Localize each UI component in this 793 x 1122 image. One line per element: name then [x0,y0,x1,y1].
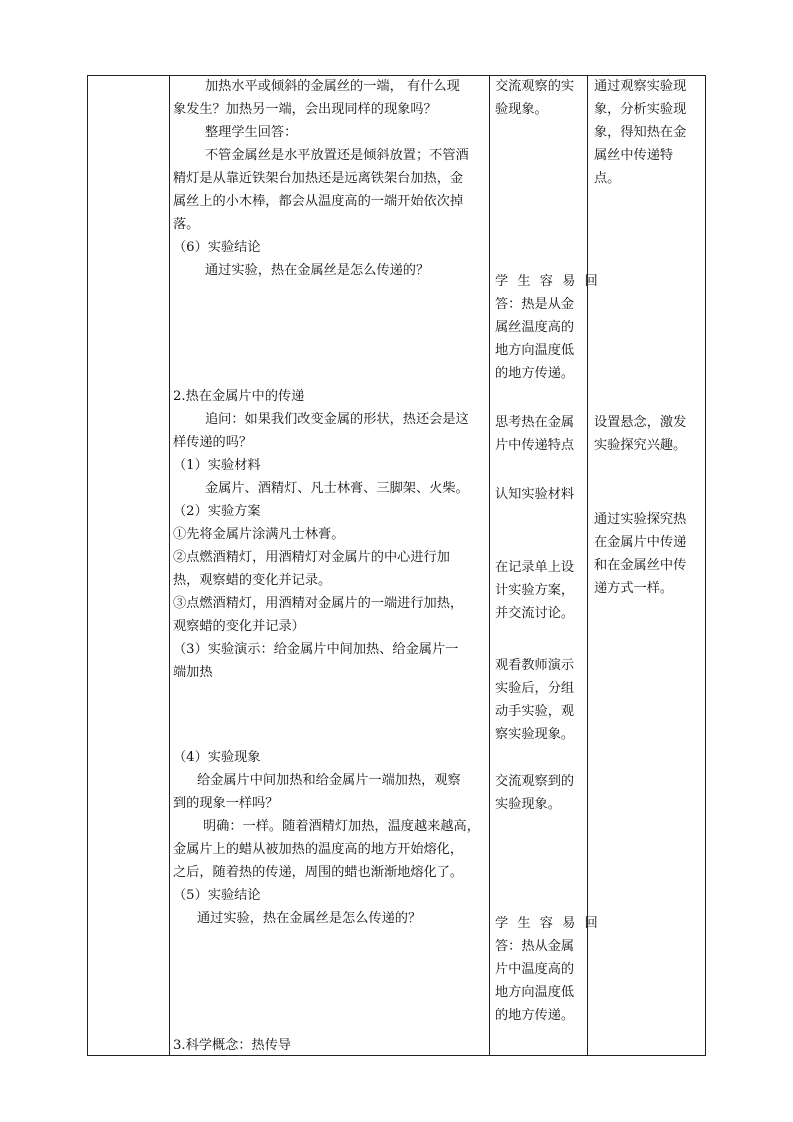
student-line: 验现象。 [495,102,548,117]
student-line: 答：热从金属 [495,939,575,954]
section-heading: 3.科学概念：热传导 [173,1038,292,1053]
paragraph-line: （3）实验演示：给金属片中间加热、给金属片一 [173,642,459,657]
student-line: 观看教师演示 [495,658,575,673]
question-line: 通过实验，热在金属丝是怎么传递的？ [197,911,422,926]
intent-line: 属丝中传递特 [594,148,674,163]
intent-line: 象，得知热在金 [594,125,687,140]
paragraph-line: 精灯是从靠近铁架台加热还是远离铁架台加热，金 [173,171,464,186]
student-activity-8 [495,912,601,1027]
teacher-activity-column-3 [173,746,491,930]
student-line: 思考热在金属 [495,415,575,430]
paragraph-line: 到的现象一样吗？ [173,796,279,811]
paragraph-line: ①先将金属片涂满凡士林膏。 [173,527,345,542]
paragraph-line: 给金属片中间加热和给金属片一端加热，观察 [197,773,461,788]
teacher-activity-footer [173,1034,491,1057]
intent-line: 和在金属丝中传 [594,558,687,573]
student-line: 的地方传递。 [495,1008,575,1023]
student-activity-4 [495,483,587,506]
student-line: 地方向温度低 [495,985,575,1000]
section-heading: （2）实验方案 [173,504,261,519]
student-line: 学 生 容 易 回 [495,274,601,289]
paragraph-line: 观察蜡的变化并记录） [173,619,305,634]
paragraph-line: 之后，随着热的传递，周围的蜡也渐渐地熔化了。 [173,865,464,880]
paragraph-line: 追问：如果我们改变金属的形状，热还会是这 [205,412,469,427]
paragraph-line: ③点燃酒精灯，用酒精对金属片的一端进行加热， [173,596,464,611]
student-line: 答：热是从金 [495,297,575,312]
paragraph-line: 象发生？加热另一端，会出现同样的现象吗？ [173,102,437,117]
intent-line: 设置悬念，激发 [594,415,687,430]
student-line: 计实验方案， [495,583,575,598]
paragraph-line: 样传递的吗？ [173,435,253,450]
question-line: 通过实验，热在金属丝是怎么传递的？ [205,263,430,278]
intent-line: 通过实验探究热 [594,512,687,527]
student-activity-6 [495,654,587,746]
column-divider [587,76,588,1055]
paragraph-line: 明确：一样。随着酒精灯加热，温度越来越高， [203,819,480,834]
column-divider [169,76,170,1055]
paragraph-line: 不管金属丝是水平放置还是倾斜放置；不管酒 [205,148,469,163]
paragraph-line: 金属片上的蜡从被加热的温度高的地方开始熔化， [173,842,464,857]
design-intent-3 [594,508,704,600]
paragraph-line: 整理学生回答： [205,125,298,140]
intent-line: 通过观察实验现 [594,79,687,94]
section-heading: （1）实验材料 [173,458,261,473]
student-activity-2 [495,270,601,385]
section-heading: （6）实验结论 [173,240,261,255]
teacher-activity-column [173,75,491,282]
student-line: 察实验现象。 [495,727,575,742]
intent-line: 象，分析实验现 [594,102,687,117]
design-intent-1 [594,75,704,190]
intent-line: 在金属片中传递 [594,535,687,550]
student-line: 的地方传递。 [495,366,575,381]
intent-line: 点。 [594,171,621,186]
student-line: 认知实验材料 [495,487,575,502]
student-line: 属丝温度高的 [495,320,575,335]
student-activity-1 [495,75,587,121]
paragraph-line: 端加热 [173,665,213,680]
section-heading: （4）实验现象 [173,750,261,765]
student-line: 交流观察的实 [495,79,575,94]
student-line: 交流观察到的 [495,774,575,789]
student-line: 并交流讨论。 [495,606,575,621]
student-line: 在记录单上设 [495,560,575,575]
intent-line: 实验探究兴趣。 [594,438,687,453]
teacher-activity-column-2 [173,385,491,684]
paragraph-line: 属丝上的小木棒，都会从温度高的一端开始依次掉 [173,194,464,209]
student-line: 片中传递特点 [495,438,575,453]
student-line: 片中温度高的 [495,962,575,977]
student-line: 实验后，分组 [495,681,575,696]
student-activity-7 [495,770,587,816]
paragraph-line: 金属片、酒精灯、凡士林膏、三脚架、火柴。 [205,481,469,496]
student-line: 地方向温度低 [495,343,575,358]
paragraph-line: 热，观察蜡的变化并记录。 [173,573,332,588]
student-activity-3 [495,411,587,457]
student-line: 实验现象。 [495,797,561,812]
design-intent-2 [594,411,704,457]
paragraph-line: 落。 [173,217,200,232]
student-line: 学 生 容 易 回 [495,916,601,931]
intent-line: 递方式一样。 [594,581,674,596]
paragraph-line: ②点燃酒精灯，用酒精灯对金属片的中心进行加 [173,550,450,565]
paragraph-line: 加热水平或倾斜的金属丝的一端， 有什么现 [205,79,460,94]
section-heading: （5）实验结论 [173,888,261,903]
section-heading: 2.热在金属片中的传递 [173,389,305,404]
student-activity-5 [495,556,587,625]
student-line: 动手实验，观 [495,704,575,719]
